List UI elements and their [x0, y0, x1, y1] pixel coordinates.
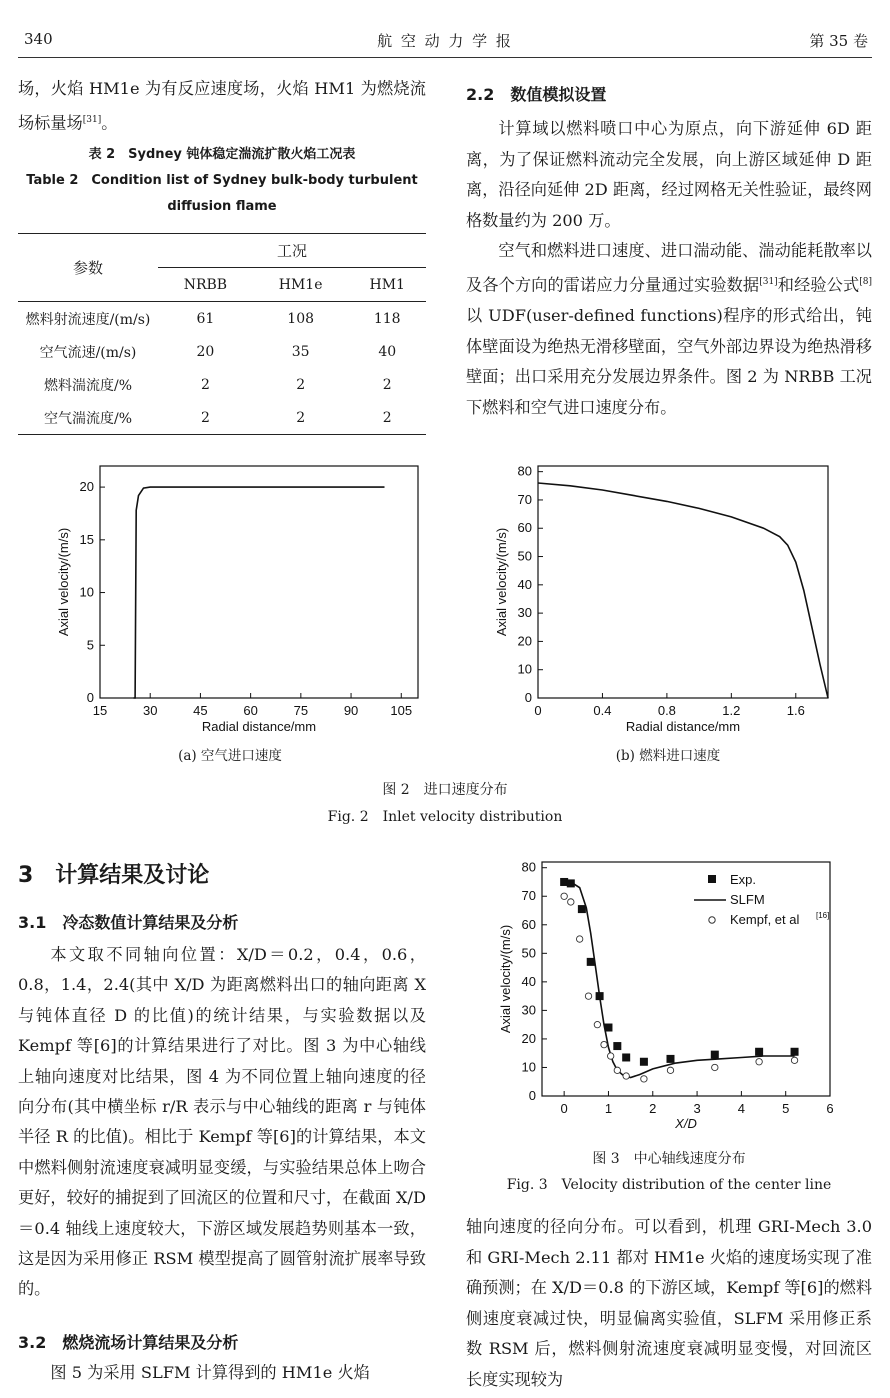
x-tick-label: 2 [649, 1101, 657, 1116]
section-2-2-body [466, 114, 872, 423]
x-axis-label: X/D [675, 1116, 697, 1131]
left-top-paragraph [18, 74, 426, 139]
exp-point [666, 1055, 674, 1063]
row-label: 燃料射流速度/(m/s) [25, 311, 151, 328]
x-tick-label: 3 [693, 1101, 701, 1116]
section-2-2-p1: 计算域以燃料喷口中心为原点，向下游延伸 6D 距离，为了保证燃料流动完全发展，向上游区域延伸 D 距离，沿径向延伸 2D 距离，经过网格无关性验证，最终网格数量约为 200 万。 [466, 119, 872, 230]
fig2-caption-en: Fig. 2 Inlet velocity distribution [327, 809, 563, 825]
ref-31b: [31] [759, 276, 778, 287]
y-tick-label: 10 [521, 1059, 536, 1075]
legend-slfm-label: SLFM [730, 892, 765, 907]
x-tick-label: 60 [243, 703, 258, 718]
y-tick-label: 30 [517, 605, 532, 621]
cell: 35 [291, 343, 310, 360]
kempf-point [585, 993, 591, 999]
x-tick-label: 0 [560, 1101, 568, 1116]
left-top-end: 。 [101, 112, 118, 132]
cell: 61 [196, 310, 215, 327]
y-tick-label: 80 [521, 859, 536, 875]
exp-point [604, 1024, 612, 1032]
table2-col-nrbb: NRBB [183, 276, 228, 293]
x-tick-label: 0.4 [593, 703, 612, 718]
x-tick-label: 0 [534, 703, 542, 718]
y-tick-label: 80 [517, 463, 532, 479]
exp-point [567, 879, 575, 887]
y-tick-label: 70 [517, 491, 532, 507]
section-3-2-title: 3.2 燃烧流场计算结果及分析 [18, 1333, 239, 1352]
right-bottom-body [466, 1212, 872, 1396]
y-tick-label: 60 [517, 520, 532, 536]
x-tick-label: 30 [142, 703, 158, 718]
plot-frame [538, 466, 828, 698]
legend-exp-label: Exp. [730, 872, 757, 887]
cell: 2 [382, 376, 392, 393]
y-tick-label: 10 [517, 661, 532, 677]
table2-param-header: 参数 [18, 234, 158, 302]
kempf-point [641, 1076, 647, 1082]
y-tick-label: 70 [521, 888, 536, 904]
exp-point [622, 1053, 630, 1061]
y-axis-label: Axial velocity/(m/s) [498, 924, 513, 1034]
y-tick-label: 60 [521, 916, 536, 932]
x-tick-label: 1 [604, 1101, 613, 1116]
cell: 2 [296, 376, 306, 393]
volume-label: 第 35 卷 [809, 32, 868, 50]
header-rule [18, 57, 872, 58]
x-tick-label: 45 [193, 703, 208, 718]
cell: 40 [378, 343, 397, 360]
cell: 2 [382, 409, 392, 426]
x-tick-label: 5 [782, 1101, 790, 1116]
kempf-point [561, 893, 567, 899]
y-tick-label: 15 [79, 531, 94, 547]
x-tick-label: 105 [390, 703, 413, 718]
row-label: 空气流速/(m/s) [39, 344, 137, 361]
fig2a-chart [40, 462, 420, 767]
cell: 108 [287, 310, 315, 327]
kempf-point [614, 1067, 620, 1073]
kempf-point [601, 1041, 607, 1047]
p2-text-b: 和经验公式 [777, 275, 860, 295]
table-row [18, 302, 426, 336]
y-tick-label: 40 [517, 576, 532, 592]
section-3-title: 3 计算结果及讨论 [18, 863, 210, 888]
legend-kempf-ref: [16] [816, 911, 830, 920]
kempf-point [667, 1067, 673, 1073]
table2-col-hm1: HM1 [369, 276, 405, 293]
exp-point [613, 1042, 621, 1050]
y-tick-label: 5 [86, 637, 94, 653]
fig2b-subcaption: (b) 燃料进口速度 [615, 748, 721, 764]
exp-point [640, 1058, 648, 1066]
section-2-2-title: 2.2 数值模拟设置 [466, 85, 607, 104]
kempf-point [576, 936, 582, 942]
table2-cond-header: 工况 [158, 234, 426, 268]
y-axis-label: Axial velocity/(m/s) [56, 527, 71, 637]
x-tick-label: 0.8 [657, 703, 676, 718]
kempf-point [568, 899, 574, 905]
legend-kempf-marker [709, 917, 715, 923]
cell: 2 [200, 409, 210, 426]
exp-point [755, 1048, 763, 1056]
exp-point [587, 958, 595, 966]
exp-point [791, 1048, 799, 1056]
section-3-2-paragraph: 图 5 为采用 SLFM 计算得到的 HM1e 火焰 [50, 1363, 370, 1382]
table2-captions [18, 142, 426, 220]
left-top-text: 场，火焰 HM1e 为有反应速度场，火焰 HM1 为燃烧流场标量场 [18, 79, 426, 132]
y-tick-label: 0 [524, 690, 532, 705]
air-velocity-line [134, 487, 385, 698]
fig3-chart [480, 858, 860, 1138]
section-3-1-paragraph: 本文取不同轴向位置：X/D＝0.2，0.4，0.6，0.8，1.4，2.4(其中 X/D 为距离燃料出口的轴向距离 X 与钝体直径 D 的比值)的统计结果，与实验数据以及 Kempf 等[6]的计算结果进行了对比。图 3 为中心轴线上轴向速度对比结果，图 4 为不同位置上轴向速度的径向分布(其中横坐标 r/R 表示与中心轴线的距离 r 与钝体半径 R 的比值)。相比于 Kempf 等[6]的计算结果，本文中燃料侧射流速度衰减明显变缓，与实验结果总体上吻合更好，较好的捕捉到了回流区的位置和尺寸，在截面 X/D＝0.4 轴线上速度较大，下游区域发展趋势则基本一致，这是因为采用修正 RSM 模型提高了圆管射流扩展率导致的。 [18, 945, 426, 1299]
table2 [18, 233, 426, 435]
exp-point [596, 992, 604, 1000]
y-tick-label: 20 [79, 479, 94, 495]
x-tick-label: 1.2 [722, 703, 741, 718]
kempf-point [756, 1059, 762, 1065]
kempf-point [594, 1021, 600, 1027]
table-row [18, 368, 426, 401]
table-row [18, 335, 426, 368]
x-tick-label: 75 [293, 703, 309, 718]
y-axis-label: Axial velocity/(m/s) [494, 527, 509, 637]
legend-exp-marker [708, 875, 716, 883]
x-tick-label: 6 [826, 1101, 834, 1116]
kempf-point [607, 1053, 613, 1059]
x-tick-label: 90 [343, 703, 359, 718]
cell: 20 [196, 343, 215, 360]
fig2b-chart [480, 462, 860, 767]
legend-kempf-label: Kempf, et al [730, 912, 800, 927]
section-3-2-body [18, 1358, 426, 1389]
cell: 2 [200, 376, 210, 393]
x-axis-label: Radial distance/mm [625, 719, 741, 734]
cell: 2 [296, 409, 306, 426]
row-label: 燃料湍流度/% [43, 377, 133, 394]
table2-caption-en-1: Table 2 Condition list of Sydney bulk-body turbulent [26, 173, 418, 188]
kempf-point [791, 1057, 797, 1063]
p2-text-a: 空气和燃料进口速度、进口湍动能、湍动能耗散率以及各个方向的雷诺应力分量通过实验数据 [466, 241, 872, 295]
table2-caption-cn: 表 2 Sydney 钝体稳定湍流扩散火焰工况表 [88, 147, 356, 162]
ref-8: [8] [859, 276, 873, 287]
fig3-caption-cn: 图 3 中心轴线速度分布 [592, 1151, 746, 1167]
plot-frame [100, 466, 418, 698]
y-tick-label: 50 [517, 548, 532, 564]
right-bottom-paragraph: 轴向速度的径向分布。可以看到，机理 GRI-Mech 3.0 和 GRI-Mech 2.11 都对 HM1e 火焰的速度场实现了准确预测；在 X/D＝0.8 的下游区域，Kempf 等[6]的燃料侧速度衰减过快，明显偏离实验值，SLFM 采用修正系数 RSM 后，燃料侧射流速度衰减明显变慢，对回流区长度实现较为 [466, 1217, 873, 1389]
y-tick-label: 30 [521, 1002, 536, 1018]
fig2a-subcaption: (a) 空气进口速度 [178, 748, 282, 764]
section-2-2-p2 [466, 236, 872, 423]
y-tick-label: 50 [521, 945, 536, 961]
y-tick-label: 40 [521, 973, 536, 989]
journal-title: 航 空 动 力 学 报 [377, 32, 513, 50]
table-row [18, 401, 426, 435]
table2-col-hm1e: HM1e [278, 276, 323, 293]
row-label: 空气湍流度/% [43, 410, 133, 427]
x-tick-label: 15 [92, 703, 108, 718]
exp-point [711, 1051, 719, 1059]
p2-text-c: 以 UDF(user-defined functions)程序的形式给出，钝体壁面设为绝热无滑移壁面，空气外部边界设为绝热滑移壁面；出口采用充分发展边界条件。图 2 为 NRBB 工况下燃料和空气进口速度分布。 [466, 305, 872, 417]
section-3-1-body [18, 940, 426, 1305]
fuel-velocity-line [538, 483, 828, 698]
y-tick-label: 0 [86, 690, 94, 705]
kempf-point [623, 1073, 629, 1079]
section-3-1-title: 3.1 冷态数值计算结果及分析 [18, 913, 239, 932]
cell: 118 [373, 310, 401, 327]
x-tick-label: 1.6 [786, 703, 805, 718]
y-tick-label: 20 [517, 633, 532, 649]
x-axis-label: Radial distance/mm [201, 719, 317, 734]
y-tick-label: 10 [79, 584, 94, 600]
ref-31: [31] [82, 114, 102, 125]
plot-frame [542, 862, 830, 1096]
fig3-caption-en: Fig. 3 Velocity distribution of the center line [506, 1177, 832, 1193]
x-tick-label: 4 [737, 1101, 746, 1116]
exp-point [578, 905, 586, 913]
table2-caption-en-2: diffusion flame [167, 199, 277, 214]
y-tick-label: 0 [528, 1088, 536, 1103]
kempf-point [712, 1064, 718, 1070]
page-number: 340 [24, 30, 53, 48]
fig2-caption-cn: 图 2 进口速度分布 [382, 782, 508, 798]
y-tick-label: 20 [521, 1030, 536, 1046]
